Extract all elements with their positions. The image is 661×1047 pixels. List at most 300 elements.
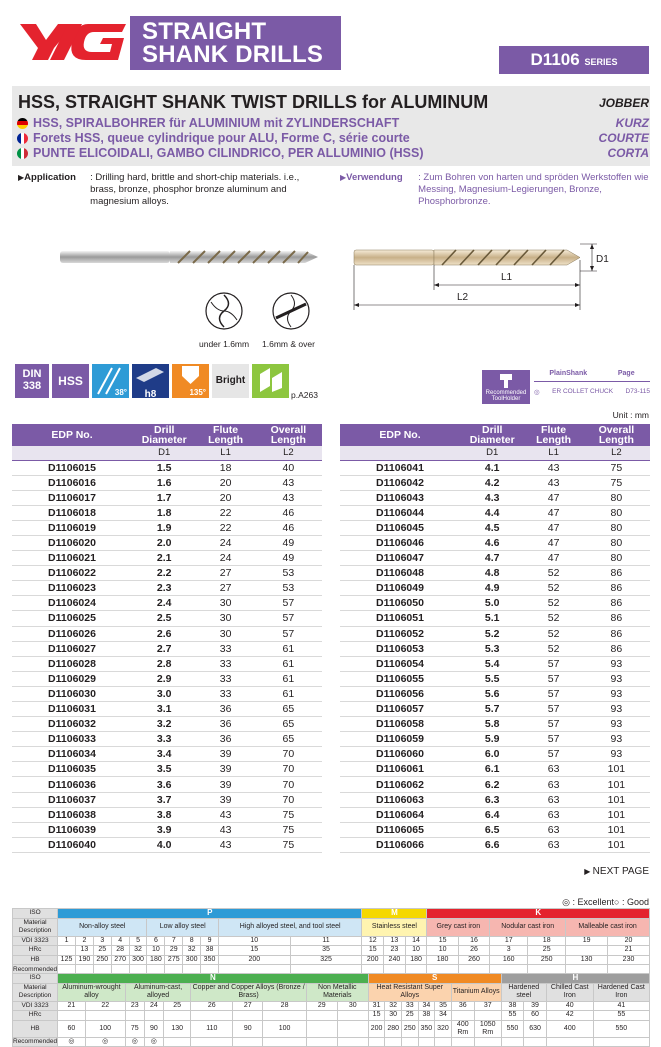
material-cell: 200 bbox=[368, 1020, 385, 1037]
overall-length: 93 bbox=[583, 732, 650, 747]
material-cell: 180 bbox=[405, 955, 427, 965]
flute-length: 27 bbox=[196, 581, 254, 596]
dim-l2: L2 bbox=[457, 292, 469, 303]
iso-group: H bbox=[501, 974, 649, 984]
table-row bbox=[12, 777, 322, 792]
overall-length: 57 bbox=[255, 626, 322, 641]
material-cell: 60 bbox=[524, 1011, 547, 1021]
material-cell: 29 bbox=[165, 946, 183, 956]
overall-length: 101 bbox=[583, 807, 650, 822]
toolholder-badge bbox=[482, 370, 530, 404]
material-cell: 90 bbox=[144, 1020, 163, 1037]
material-cell: 270 bbox=[111, 955, 129, 965]
toolholder-item: ER COLLET CHUCK bbox=[552, 388, 614, 395]
material-cell: 25 bbox=[401, 1011, 418, 1021]
material-cell: 28 bbox=[111, 946, 129, 956]
overall-length: 53 bbox=[255, 566, 322, 581]
legend: ◎ : Excellent○ : Good bbox=[562, 897, 649, 907]
material-cell bbox=[191, 1037, 233, 1047]
yg1-logo bbox=[16, 18, 130, 62]
edp-code: D1106054 bbox=[340, 656, 460, 671]
table-row bbox=[340, 837, 650, 852]
table-row bbox=[12, 460, 322, 475]
hb-label: HB bbox=[13, 1020, 58, 1037]
edp-code: D1106019 bbox=[12, 520, 132, 535]
table-row bbox=[12, 822, 322, 837]
col-flute: Flute Length bbox=[524, 424, 582, 446]
table-row bbox=[12, 792, 322, 807]
flute-length: 63 bbox=[524, 807, 582, 822]
material-cell bbox=[435, 1037, 452, 1047]
application-text: : Drilling hard, brittle and short-chip materials. i.e., brass, bronze, phosphor bronze aluminum and magnesium alloys. bbox=[90, 172, 300, 207]
material-cell: 10 bbox=[405, 946, 427, 956]
material-table bbox=[12, 973, 650, 1047]
toolholder-col2: Page bbox=[617, 370, 635, 377]
edp-code: D1106058 bbox=[340, 717, 460, 732]
table-row bbox=[12, 475, 322, 490]
overall-length: 86 bbox=[583, 581, 650, 596]
header-title bbox=[130, 16, 341, 70]
flute-length: 20 bbox=[196, 490, 254, 505]
drill-diameter: 4.2 bbox=[460, 475, 524, 490]
arrow-right-icon: ▶ bbox=[584, 867, 593, 876]
material-cell bbox=[58, 946, 76, 956]
flute-length: 18 bbox=[196, 460, 254, 475]
material-label: Material Description bbox=[13, 918, 58, 936]
flute-length: 30 bbox=[196, 626, 254, 641]
table-row bbox=[12, 686, 322, 701]
lang-text-it: PUNTE ELICOIDALI, GAMBO CILINDRICO, PER ALLUMINIO (HSS) bbox=[33, 146, 424, 160]
drill-diameter: 3.5 bbox=[132, 762, 196, 777]
table-row bbox=[340, 702, 650, 717]
flute-length: 30 bbox=[196, 611, 254, 626]
table-row bbox=[340, 520, 650, 535]
application-label-de: Verwendung bbox=[346, 172, 403, 183]
material-cell: 15 bbox=[218, 946, 290, 956]
flute-length: 43 bbox=[196, 822, 254, 837]
section-over-icon bbox=[270, 290, 312, 332]
overall-length: 86 bbox=[583, 596, 650, 611]
overall-length: 93 bbox=[583, 702, 650, 717]
edp-code: D1106024 bbox=[12, 596, 132, 611]
edp-code: D1106020 bbox=[12, 535, 132, 550]
material-desc: Aluminum-wrought alloy bbox=[58, 983, 126, 1001]
edp-code: D1106025 bbox=[12, 611, 132, 626]
flute-length: 57 bbox=[524, 702, 582, 717]
material-cell bbox=[163, 1037, 191, 1047]
table-row bbox=[340, 656, 650, 671]
material-cell: 17 bbox=[490, 936, 528, 946]
table-row bbox=[340, 460, 650, 475]
iso-row bbox=[13, 974, 650, 984]
overall-length: 101 bbox=[583, 777, 650, 792]
edp-code: D1106036 bbox=[12, 777, 132, 792]
table-row bbox=[340, 807, 650, 822]
overall-length: 101 bbox=[583, 837, 650, 852]
material-cell bbox=[451, 1011, 474, 1021]
overall-length: 101 bbox=[583, 762, 650, 777]
material-cell bbox=[337, 1037, 368, 1047]
helix-angle-icon bbox=[92, 364, 129, 398]
material-cell: 240 bbox=[384, 955, 406, 965]
table-row bbox=[12, 732, 322, 747]
material-desc: Stainless steel bbox=[362, 918, 427, 936]
material-desc: Non Metallic Materials bbox=[306, 983, 368, 1001]
rec-row bbox=[13, 1037, 650, 1047]
hrc-row bbox=[13, 1011, 650, 1021]
dimension-drawing bbox=[352, 238, 622, 318]
material-desc: Titanium Alloys bbox=[451, 983, 501, 1001]
flute-length: 47 bbox=[524, 520, 582, 535]
material-desc: Low alloy steel bbox=[147, 918, 219, 936]
table-row bbox=[340, 475, 650, 490]
material-cell: ◎ bbox=[85, 1037, 125, 1047]
application-de bbox=[340, 172, 650, 208]
material-cell bbox=[58, 1011, 86, 1021]
overall-length: 49 bbox=[255, 551, 322, 566]
table-row bbox=[340, 505, 650, 520]
table-row bbox=[340, 747, 650, 762]
edp-code: D1106045 bbox=[340, 520, 460, 535]
table-row bbox=[12, 551, 322, 566]
drill-diameter: 3.4 bbox=[132, 747, 196, 762]
overall-length: 86 bbox=[583, 641, 650, 656]
material-cell: 38 bbox=[418, 1011, 435, 1021]
material-cell: 200 bbox=[218, 955, 290, 965]
drill-diameter: 2.2 bbox=[132, 566, 196, 581]
section-under-icon bbox=[203, 290, 245, 332]
overall-length: 75 bbox=[255, 822, 322, 837]
material-cell: 34 bbox=[435, 1011, 452, 1021]
material-cell: 15 bbox=[427, 936, 458, 946]
next-page-link[interactable] bbox=[584, 866, 649, 877]
material-cell bbox=[163, 1011, 191, 1021]
flute-length: 22 bbox=[196, 520, 254, 535]
drill-diameter: 3.6 bbox=[132, 777, 196, 792]
edp-code: D1106061 bbox=[340, 762, 460, 777]
material-cell: 13 bbox=[384, 936, 406, 946]
h8-label: h8 bbox=[144, 389, 157, 400]
table-row bbox=[12, 520, 322, 535]
edp-code: D1106031 bbox=[12, 702, 132, 717]
drill-diameter: 3.8 bbox=[132, 807, 196, 822]
page-reference: p.A263 bbox=[291, 390, 318, 400]
material-cell: 20 bbox=[608, 936, 650, 946]
flute-length: 63 bbox=[524, 822, 582, 837]
hb-label: HB bbox=[13, 955, 58, 965]
overall-length: 70 bbox=[255, 792, 322, 807]
overall-length: 93 bbox=[583, 656, 650, 671]
overall-length: 80 bbox=[583, 505, 650, 520]
edp-code: D1106037 bbox=[12, 792, 132, 807]
table-row bbox=[340, 641, 650, 656]
material-cell: 32 bbox=[183, 946, 201, 956]
flute-length: 43 bbox=[196, 807, 254, 822]
edp-code: D1106022 bbox=[12, 566, 132, 581]
material-table bbox=[12, 908, 650, 975]
type-fr: COURTE bbox=[598, 131, 649, 145]
material-cell: 38 bbox=[501, 1001, 524, 1011]
material-cell: 130 bbox=[566, 955, 608, 965]
drill-diameter: 4.8 bbox=[460, 566, 524, 581]
table-row bbox=[12, 747, 322, 762]
table-row bbox=[340, 611, 650, 626]
material-cell bbox=[306, 1011, 337, 1021]
drill-diameter: 3.9 bbox=[132, 822, 196, 837]
material-desc: Grey cast iron bbox=[427, 918, 490, 936]
drill-diameter: 5.3 bbox=[460, 641, 524, 656]
edp-code: D1106021 bbox=[12, 551, 132, 566]
series-code: D1106 bbox=[530, 50, 580, 69]
label-over: 1.6mm & over bbox=[262, 339, 315, 349]
table-row bbox=[12, 535, 322, 550]
table-row bbox=[12, 702, 322, 717]
type-en: JOBBER bbox=[598, 96, 649, 110]
table-row bbox=[12, 581, 322, 596]
material-row bbox=[13, 983, 650, 1001]
edp-code: D1106055 bbox=[340, 671, 460, 686]
edp-code: D1106059 bbox=[340, 732, 460, 747]
iso-group: S bbox=[368, 974, 501, 984]
material-cell: 8 bbox=[183, 936, 201, 946]
material-cell: 15 bbox=[368, 1011, 385, 1021]
flute-length: 33 bbox=[196, 671, 254, 686]
flute-length: 52 bbox=[524, 626, 582, 641]
drill-diameter: 1.7 bbox=[132, 490, 196, 505]
material-cell bbox=[566, 946, 608, 956]
table-row bbox=[12, 807, 322, 822]
material-cell: 1 bbox=[58, 936, 76, 946]
table-row bbox=[340, 732, 650, 747]
toolholder-row bbox=[534, 388, 650, 396]
overall-length: 86 bbox=[583, 611, 650, 626]
flute-length: 39 bbox=[196, 747, 254, 762]
edp-code: D1106066 bbox=[340, 837, 460, 852]
material-cell: 28 bbox=[263, 1001, 307, 1011]
flute-length: 43 bbox=[524, 475, 582, 490]
table-row bbox=[340, 822, 650, 837]
material-cell bbox=[125, 1011, 144, 1021]
drill-diameter: 6.3 bbox=[460, 792, 524, 807]
flute-length: 33 bbox=[196, 641, 254, 656]
overall-length: 43 bbox=[255, 490, 322, 505]
edp-code: D1106023 bbox=[12, 581, 132, 596]
material-cell: 300 bbox=[183, 955, 201, 965]
sub-l2: L2 bbox=[583, 446, 650, 460]
drill-diameter: 6.4 bbox=[460, 807, 524, 822]
iso-group: M bbox=[362, 909, 427, 919]
flute-length: 39 bbox=[196, 777, 254, 792]
title-line-1: STRAIGHT bbox=[142, 18, 267, 45]
flute-length: 52 bbox=[524, 566, 582, 581]
flute-length: 24 bbox=[196, 535, 254, 550]
overall-length: 65 bbox=[255, 732, 322, 747]
series-word: SERIES bbox=[584, 57, 618, 67]
drill-diameter: 4.6 bbox=[460, 535, 524, 550]
flute-length: 52 bbox=[524, 611, 582, 626]
hrc-label: HRc bbox=[13, 1011, 58, 1021]
material-cell bbox=[337, 1020, 368, 1037]
din-badge bbox=[15, 364, 49, 398]
edp-code: D1106027 bbox=[12, 641, 132, 656]
col-diameter: Drill Diameter bbox=[132, 424, 196, 446]
drill-diameter: 2.4 bbox=[132, 596, 196, 611]
material-cell bbox=[593, 1037, 649, 1047]
vdi-label: VDI 3323 bbox=[13, 1001, 58, 1011]
flute-length: 57 bbox=[524, 686, 582, 701]
flute-length: 63 bbox=[524, 792, 582, 807]
iso-row bbox=[13, 909, 650, 919]
table-row bbox=[12, 656, 322, 671]
drill-diameter: 2.3 bbox=[132, 581, 196, 596]
material-cell: 260 bbox=[458, 955, 489, 965]
drill-diameter: 4.4 bbox=[460, 505, 524, 520]
material-cell: 21 bbox=[608, 946, 650, 956]
overall-length: 80 bbox=[583, 490, 650, 505]
edp-code: D1106044 bbox=[340, 505, 460, 520]
drill-diameter: 2.6 bbox=[132, 626, 196, 641]
material-cell bbox=[524, 1037, 547, 1047]
table-row bbox=[340, 777, 650, 792]
table-row bbox=[340, 762, 650, 777]
material-cell bbox=[451, 1037, 474, 1047]
edp-code: D1106051 bbox=[340, 611, 460, 626]
material-desc: Malleable cast iron bbox=[566, 918, 650, 936]
title-line-2: SHANK DRILLS bbox=[142, 41, 324, 68]
material-cell: 250 bbox=[93, 955, 111, 965]
drill-diameter: 4.7 bbox=[460, 551, 524, 566]
material-row bbox=[13, 918, 650, 936]
material-cell bbox=[191, 1011, 233, 1021]
material-cell: 36 bbox=[451, 1001, 474, 1011]
material-cell: 350 bbox=[201, 955, 219, 965]
edp-code: D1106063 bbox=[340, 792, 460, 807]
material-cell: 250 bbox=[528, 955, 566, 965]
material-cell: 32 bbox=[385, 1001, 402, 1011]
edp-code: D1106039 bbox=[12, 822, 132, 837]
sub-d1: D1 bbox=[460, 446, 524, 460]
edp-code: D1106017 bbox=[12, 490, 132, 505]
hss-badge: HSS bbox=[52, 364, 89, 398]
france-flag-icon bbox=[17, 133, 28, 144]
material-cell: 300 bbox=[129, 955, 147, 965]
edp-code: D1106026 bbox=[12, 626, 132, 641]
edp-code: D1106049 bbox=[340, 581, 460, 596]
helix-angle-value: 38° bbox=[114, 388, 127, 397]
rec-label: Recommended bbox=[13, 965, 58, 973]
material-cell bbox=[263, 1037, 307, 1047]
flute-length: 57 bbox=[524, 732, 582, 747]
flute-length: 63 bbox=[524, 762, 582, 777]
drill-diameter: 3.3 bbox=[132, 732, 196, 747]
overall-length: 70 bbox=[255, 762, 322, 777]
material-cell: 10 bbox=[218, 936, 290, 946]
material-cell: 30 bbox=[385, 1011, 402, 1021]
overall-length: 53 bbox=[255, 581, 322, 596]
overall-length: 93 bbox=[583, 671, 650, 686]
iso-group: P bbox=[58, 909, 362, 919]
material-cell: 9 bbox=[201, 936, 219, 946]
collet-chuck-icon: ◎ bbox=[534, 389, 540, 396]
col-edp: EDP No. bbox=[12, 424, 132, 446]
material-cell: 4 bbox=[111, 936, 129, 946]
toolholder-icon bbox=[496, 372, 516, 390]
table-row bbox=[340, 566, 650, 581]
material-cell: 19 bbox=[566, 936, 608, 946]
vdi-row bbox=[13, 1001, 650, 1011]
drill-diameter: 5.1 bbox=[460, 611, 524, 626]
edp-code: D1106062 bbox=[340, 777, 460, 792]
material-cell: 180 bbox=[427, 955, 458, 965]
material-cell: 550 bbox=[501, 1020, 524, 1037]
overall-length: 80 bbox=[583, 535, 650, 550]
drill-diameter: 5.9 bbox=[460, 732, 524, 747]
overall-length: 57 bbox=[255, 596, 322, 611]
flute-length: 47 bbox=[524, 535, 582, 550]
table-row bbox=[340, 686, 650, 701]
edp-code: D1106056 bbox=[340, 686, 460, 701]
material-cell bbox=[85, 1011, 125, 1021]
edp-table-left bbox=[12, 424, 322, 853]
material-cell: 23 bbox=[384, 946, 406, 956]
material-cell: ◎ bbox=[58, 1037, 86, 1047]
material-cell: 13 bbox=[75, 946, 93, 956]
h8-tolerance-icon bbox=[132, 364, 169, 398]
drill-diameter: 1.8 bbox=[132, 505, 196, 520]
table-row bbox=[340, 535, 650, 550]
material-cell bbox=[233, 1011, 263, 1021]
drill-diameter: 2.7 bbox=[132, 641, 196, 656]
overall-length: 57 bbox=[255, 611, 322, 626]
material-cell: 26 bbox=[191, 1001, 233, 1011]
edp-code: D1106052 bbox=[340, 626, 460, 641]
table-row bbox=[12, 626, 322, 641]
flute-length: 52 bbox=[524, 641, 582, 656]
table-row bbox=[340, 490, 650, 505]
material-cell: 190 bbox=[75, 955, 93, 965]
material-cell: 12 bbox=[362, 936, 384, 946]
drill-diameter: 3.7 bbox=[132, 792, 196, 807]
bright-finish-badge: Bright bbox=[212, 364, 249, 398]
material-cell: 38 bbox=[201, 946, 219, 956]
material-cell: 275 bbox=[165, 955, 183, 965]
material-cell: 11 bbox=[290, 936, 362, 946]
material-cell: 21 bbox=[58, 1001, 86, 1011]
flute-length: 57 bbox=[524, 671, 582, 686]
flute-length: 36 bbox=[196, 732, 254, 747]
material-cell: 16 bbox=[458, 936, 489, 946]
table-row bbox=[12, 671, 322, 686]
vdi-label: VDI 3323 bbox=[13, 936, 58, 946]
material-cell: 110 bbox=[191, 1020, 233, 1037]
material-cell: 100 bbox=[263, 1020, 307, 1037]
material-cell: 10 bbox=[427, 946, 458, 956]
label-under: under 1.6mm bbox=[199, 339, 250, 349]
coolant-icon bbox=[252, 364, 289, 398]
overall-length: 61 bbox=[255, 641, 322, 656]
edp-code: D1106029 bbox=[12, 671, 132, 686]
overall-length: 75 bbox=[255, 807, 322, 822]
col-flute: Flute Length bbox=[196, 424, 254, 446]
col-diameter: Drill Diameter bbox=[460, 424, 524, 446]
flute-length: 36 bbox=[196, 717, 254, 732]
overall-length: 80 bbox=[583, 551, 650, 566]
drill-diameter: 5.4 bbox=[460, 656, 524, 671]
point-angle-value: 135° bbox=[189, 388, 206, 397]
table-row bbox=[12, 566, 322, 581]
overall-length: 93 bbox=[583, 717, 650, 732]
lang-text-fr: Forets HSS, queue cylindrique pour ALU, Forme C, série courte bbox=[33, 131, 410, 145]
